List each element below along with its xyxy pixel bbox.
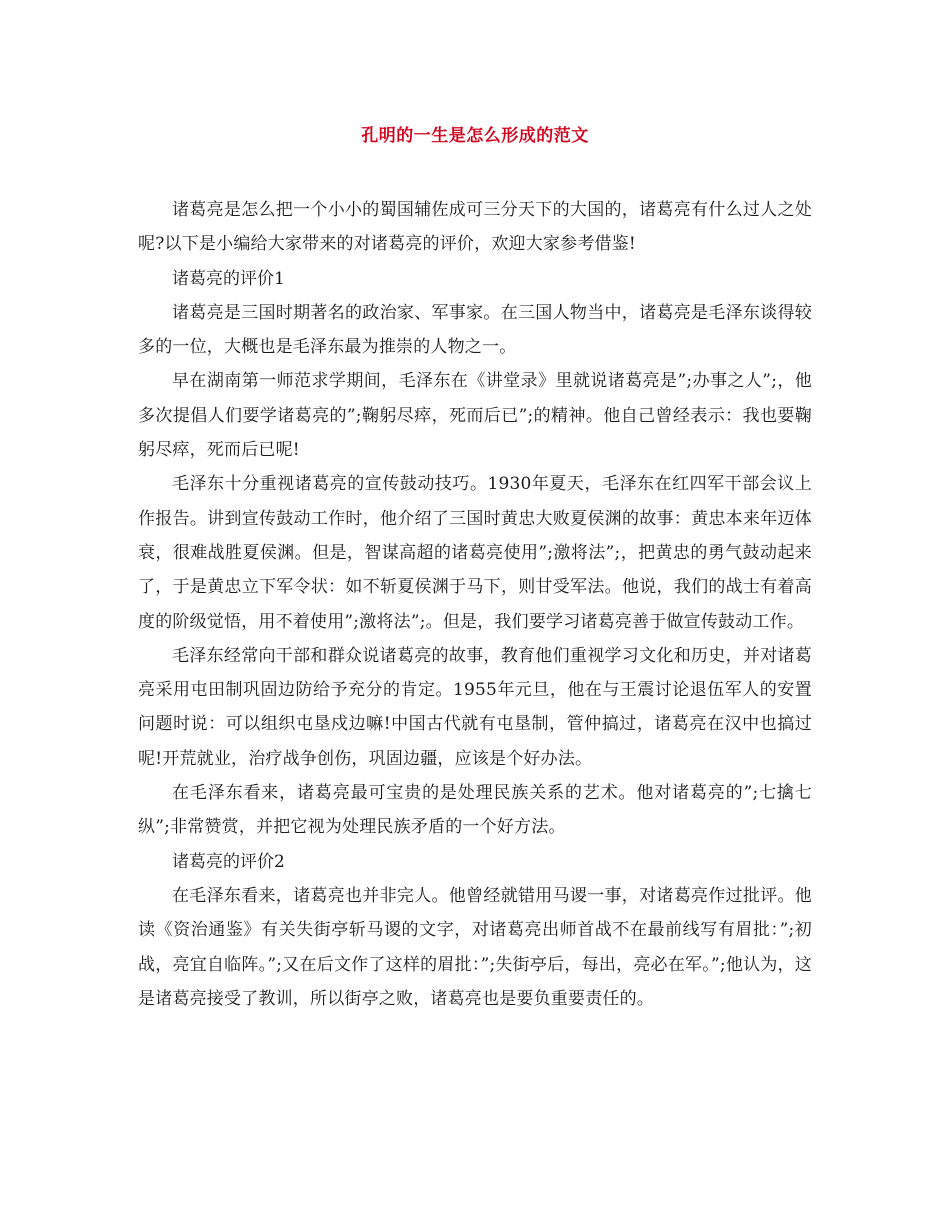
page-title: 孔明的一生是怎么形成的范文 [361,126,589,146]
paragraph: 在毛泽东看来，诸葛亮最可宝贵的是处理民族关系的艺术。他对诸葛亮的”;七擒七纵”;非常赞赏，并把它视为处理民族矛盾的一个好方法。 [138,783,812,838]
paragraph: 早在湖南第一师范求学期间，毛泽东在《讲堂录》里就说诸葛亮是”;办事之人”;，他多次提倡人们要学诸葛亮的”;鞠躬尽瘁，死而后已”;的精神。他自己曾经表示：我也要鞠躬尽瘁，死而后已呢! [138,371,812,461]
paragraph: 毛泽东经常向干部和群众说诸葛亮的故事，教育他们重视学习文化和历史，并对诸葛亮采用屯田制巩固边防给予充分的肯定。1955年元旦，他在与王震讨论退伍军人的安置问题时说：可以组织屯垦戍边嘛!中国古代就有屯垦制，管仲搞过，诸葛亮在汉中也搞过呢!开荒就业，治疗战争创伤，巩固边疆，应该是个好办法。 [138,645,812,769]
paragraph-intro: 诸葛亮是怎么把一个小小的蜀国辅佐成可三分天下的大国的，诸葛亮有什么过人之处呢?以下是小编给大家带来的对诸葛亮的评价，欢迎大家参考借鉴! [138,200,812,255]
paragraph: 诸葛亮是三国时期著名的政治家、军事家。在三国人物当中，诸葛亮是毛泽东谈得较多的一位，大概也是毛泽东最为推崇的人物之一。 [138,302,812,358]
paragraph: 毛泽东十分重视诸葛亮的宣传鼓动技巧。1930年夏天，毛泽东在红四军干部会议上作报告。讲到宣传鼓动工作时，他介绍了三国时黄忠大败夏侯渊的故事：黄忠本来年迈体衰，很难战胜夏侯渊。但是，智谋高超的诸葛亮使用”;激将法”;，把黄忠的勇气鼓动起来了，于是黄忠立下军令状：如不斩夏侯渊于马下，则甘受军法。他说，我们的战士有着高度的阶级觉悟，用不着使用”;激将法”;。但是，我们要学习诸葛亮善于做宣传鼓动工作。 [138,474,812,632]
section-heading-1: 诸葛亮的评价1 [172,268,285,289]
section-heading-2: 诸葛亮的评价2 [172,851,285,872]
document-body [138,193,812,1016]
paragraph: 在毛泽东看来，诸葛亮也并非完人。他曾经就错用马谡一事，对诸葛亮作过批评。他读《资治通鉴》有关失街亭斩马谡的文字，对诸葛亮出师首战不在最前线写有眉批：”;初战，亮宜自临阵。”;又在后文作了这样的眉批：”;失街亭后，每出，亮必在军。”;他认为，这是诸葛亮接受了教训，所以街亭之败，诸葛亮也是要负重要责任的。 [138,885,812,1009]
